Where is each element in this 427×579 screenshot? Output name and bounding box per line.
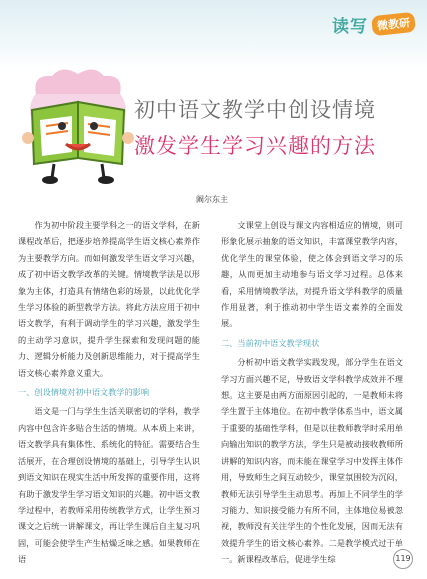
right-column: [221, 217, 403, 568]
book-mascot-illustration: [22, 64, 134, 186]
paragraph: 文课堂上创设与课文内容相适应的情境，则可形象化展示抽象的语文知识，丰富课堂教学内容，优化学生的课堂体验，使之体会到语文学习的乐趣，从而更加主动地参与语文学习过程。总体来看，采用情境教学法，对提升语文学科教学的质量作用显著，利于推动初中学生语文素养的全面发展。: [221, 220, 403, 329]
column-brand: [332, 12, 415, 36]
brand-badge: 微教研: [371, 12, 416, 36]
title-line-1: 初中语文教学中创设情境: [134, 98, 376, 122]
author-name: 阚尔东主: [196, 195, 228, 204]
title-line-2: 激发学生学习兴趣的方法: [134, 134, 376, 158]
paragraph: 语文是一门与学生生活关联密切的学科，教学内容中包含许多贴合生活的情境。从本质上来讲，语文教学具有集体性、系统化的特征。需要结合生活展开，在合理创设情境的基础上，引导学生认识到语文知识在现实生活中所发挥的重要作用，这将有助于激发学生学习语文知识的兴趣。初中语文教学过程中，若教师采用传统教学方式，让学生预习课文之后统一讲解课文，再让学生课后自主复习巩固，可能会使学生产生枯燥乏味之感。如果教师在语: [18, 406, 200, 565]
left-column: [18, 217, 200, 568]
paragraph: 分析初中语文教学实践发现，部分学生在语文学习方面兴趣不足，导致语文学科教学成效并不理想。这主要是由两方面原因引起的，一是教师未将学生置于主体地位。在初中教学体系当中，语文属于重要的基础性学科，但是以往教师教学时采用单向输出知识的教学方法，学生只是被动接收教师所讲解的知识内容，而未能在课堂学习中发挥主体作用，导致师生之间互动较少，课堂氛围较为沉闷，教师无法引导学生主动思考。再加上不同学生的学习能力、知识接受能力有所不同，主体地位易被忽视，教师没有关注学生的个性化发展，因而无法有效提升学生的语文核心素养。二是教学模式过于单一。新课程改革后，促进学生综: [221, 357, 403, 565]
page-number: 119: [393, 549, 413, 569]
article-title: [134, 94, 424, 160]
brand-title: 读写: [332, 16, 368, 37]
paragraph: 作为初中阶段主要学科之一的语文学科，在新课程改革后，把逐步培养提高学生语文核心素养作为主要教学方向。而如何激发学生语文学习兴趣，成了初中语文教学改革的关键。情境教学法是以形象为主体，打造具有情绪色彩的场景，以此优化学生学习体验的新型教学方法。将此方法应用于初中语文教学，有利于调动学生的学习兴趣，激发学生的主动学习意识，提升学生探索和发现问题的能力、逻辑分析能力及创新思维能力，对于提高学生语文核心素养意义重大。: [18, 220, 200, 378]
section-heading: 二、当前初中语文教学现状: [221, 337, 320, 348]
section-heading: 一、创设情境对初中语文教学的影响: [18, 387, 150, 398]
